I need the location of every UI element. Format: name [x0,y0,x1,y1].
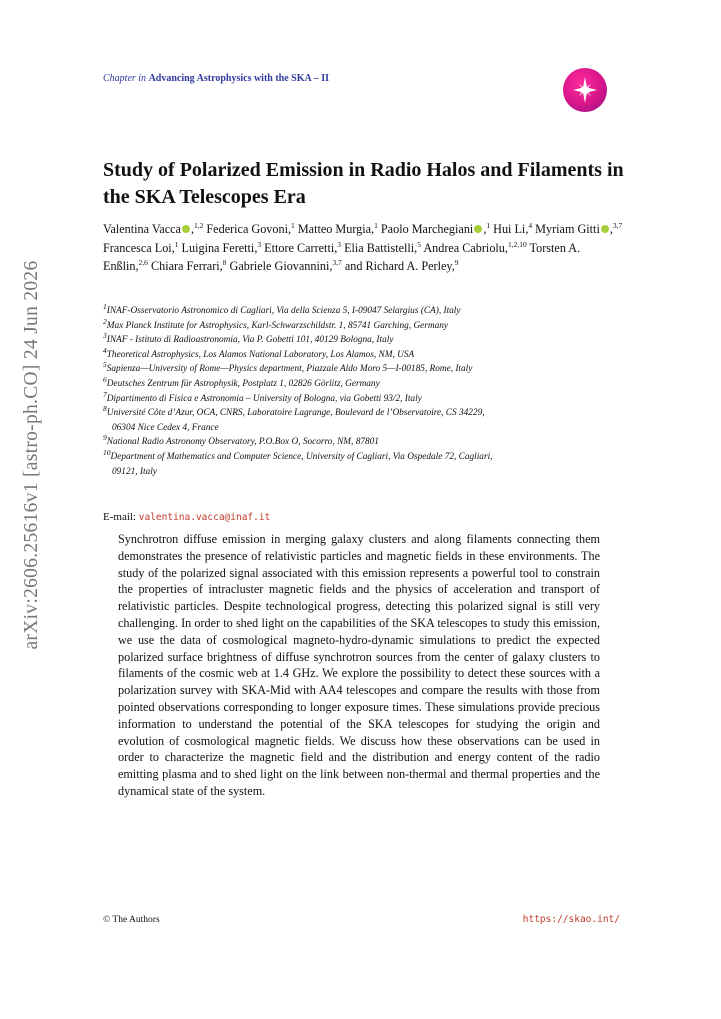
chapter-prefix: Chapter in [103,73,147,84]
author-name: Chiara Ferrari [150,259,220,273]
author-affiliation-marker: 2,6 [138,257,148,267]
email-link[interactable]: valentina.vacca@inaf.it [138,512,271,523]
author-affiliation-marker: 1,2,10 [507,239,527,249]
author-affiliation-marker: 1 [486,220,491,230]
affiliation-text: Max Planck Institute for Astrophysics, Karl-Schwarzschildstr. 1, 85741 Garching, Germany [106,320,449,331]
author-name: Hui Li [493,222,526,236]
affiliation-text: INAF - Istituto di Radioastronomia, Via P. Gobetti 101, 40129 Bologna, Italy [106,335,394,346]
affiliation-text: Deutsches Zentrum für Astrophysik, Postplatz 1, 02826 Görlitz, Germany [106,378,380,389]
author-affiliation-marker: 3,7 [332,257,342,267]
author-affiliation-marker: 1 [374,220,378,230]
author-list: Valentina Vacca ,$^{1,2}$ Federica Govoni,$^1$ Matteo Murgia,$^1$ Paolo Marchegiani ,$^1$ Hui Li,$^4$ Myriam Gitti ,$^{3,7}$ Francesca Loi,$^1$ Luigina Feretti,$^3$ Ettore Carretti,$^3$ Elia Battistelli,$^5$ Andrea Cabriolu,$^{1,2,10}$ Torsten A. Enßlin,$^{2,6}$ Chiara Ferrari,$^8$ Gabriele Giovannini,$^{3,7}$ and Richard A. Perley,$^9$ [103,220,623,273]
author: Ettore Carretti,$^3$ [264,239,342,255]
author: Gabriele Giovannini,$^{3,7}$ [229,257,342,273]
affiliation-number: 4 [103,345,107,355]
affiliation [103,447,623,479]
affiliation [103,316,623,334]
affiliation [103,345,623,363]
author-affiliation-marker: 3,7 [612,220,623,230]
affiliation-number: 10 [103,447,111,457]
author: Federica Govoni,$^1$ [206,220,295,236]
affiliation-number: 3 [103,331,107,341]
affiliation-text: Theoretical Astrophysics, Los Alamos National Laboratory, Los Alamos, NM, USA [106,349,415,360]
author-affiliation-marker: 1,2 [193,220,204,230]
arxiv-sidebar [14,260,50,650]
author: Francesca Loi,$^1$ [103,239,179,255]
author: Hui Li,$^4$ [493,220,533,236]
author-affiliation-marker: 3 [257,239,262,249]
author: Elia Battistelli,$^5$ [344,239,421,255]
affiliation-text: Sapienza—University of Rome—Physics department, Piazzale Aldo Moro 5—I-00185, Rome, Italy [106,364,473,375]
author-name: Valentina Vacca [103,222,181,236]
author-name: Francesca Loi [103,240,172,255]
affiliation-number: 8 [103,404,107,414]
copyright-notice: © The Authors [103,915,160,925]
author: Myriam Gitti ,$^{3,7}$ [535,220,623,236]
affiliation [103,406,623,435]
affiliation-number: 1 [103,301,107,311]
author-name: Ettore Carretti [264,240,335,255]
author-affiliation-marker: 1 [174,239,179,249]
author-name: Luigina Feretti [181,240,255,255]
affiliation [103,389,623,407]
author: Chiara Ferrari,$^8$ [150,257,227,273]
affiliation [103,333,623,348]
affiliation-number: 9 [103,433,107,443]
author-name: Gabriele Giovannini [229,259,330,273]
author: Paolo Marchegiani ,$^1$ [380,220,491,236]
author: Luigina Feretti,$^3$ [181,239,262,255]
affiliation-text: Dipartimento di Fisica e Astronomia – University of Bologna, via Gobetti 93/2, Italy [106,393,422,404]
affiliation-text: 09121, Italy [112,466,157,477]
author-affiliation-marker: 9 [454,257,459,267]
ska-url-link[interactable]: https://skao.int/ [522,914,620,925]
author: Richard A. Perley,$^9$ [365,257,459,273]
affiliation-number: 5 [103,360,107,370]
author-name: Myriam Gitti [535,222,600,236]
affiliation-text: 06304 Nice Cedex 4, France [112,422,219,433]
email-label: E-mail: [103,511,136,523]
author-affiliation-marker: 3 [337,239,342,249]
author-name: Matteo Murgia [297,222,372,236]
arxiv-identifier: arXiv:2606.25616v1 [astro-ph.CO] 24 Jun 2026 [21,260,42,650]
author-affiliation-marker: 8 [222,257,227,267]
affiliation-text: National Radio Astronomy Observatory, P.O.Box O, Socorro, NM, 87801 [106,437,379,448]
affiliation-text: Department of Mathematics and Computer Science, University of Cagliari, Via Ospedale 72, Cagliari, [110,451,493,462]
book-title: Advancing Astrophysics with the SKA – II [148,73,329,84]
author-affiliation-marker: 5 [417,239,421,249]
author-affiliation-marker: 1 [291,220,295,230]
abstract: Synchrotron diffuse emission in merging galaxy clusters and along filaments connecting them demonstrates the presence of relativistic particles and magnetic fields in these environments. The study of the polarized signal associated with this emission represents a powerful tool to constrain the properties of intracluster magnetic fields and the physics of acceleration and transport of relativistic particles. Despite technological progress, detecting this polarized signal is still very challenging. In order to shed light on the capabilities of the SKA telescopes to study this emission, we use the data of cosmological magneto-hydro-dynamic simulations to predict the expected polarized surface brightness of diffuse synchrotron sources from the center of galaxy clusters to filaments of the cosmic web at 1.4 GHz. We explore the possibility to detect these sources with a polarization survey with SKA-Mid with AA4 telescopes and compare the results with those from pointed observations corresponding to longer exposure times. These simulations provide precious information to understand the potential of the SKA telescopes for studying the origin and evolution of cosmological magnetic fields. We discuss how these observations can be used in order to characterize the magnetic field and the distribution and energy content of the radio emitting plasma and to shed light on the link between non-thermal and thermal properties and the dynamical state of the system. [118,532,600,798]
orcid-icon[interactable] [474,225,482,233]
author-affiliation-marker: 4 [528,220,533,230]
author: Torsten A. Enßlin,$^{2,6}$ [103,240,581,273]
author-name: Federica Govoni [206,222,288,236]
chapter-header [103,73,329,84]
author-name: Paolo Marchegiani [380,222,474,236]
author-name: Torsten A. Enßlin [103,240,581,273]
orcid-icon[interactable] [182,225,190,233]
author-name: Richard A. Perley [365,259,452,273]
paper-title: Study of Polarized Emission in Radio Halos and Filaments in the SKA Telescopes Era [103,159,624,208]
author-name: Elia Battistelli [344,240,415,255]
ska-star-logo [563,68,607,112]
affiliation [103,301,623,319]
affiliation-list [103,301,623,479]
author: Valentina Vacca ,$^{1,2}$ [103,220,204,236]
author: Matteo Murgia,$^1$ [297,220,378,236]
affiliation [103,374,623,392]
affiliation [103,435,623,450]
author: Andrea Cabriolu,$^{1,2,10}$ [423,239,527,255]
affiliation-number: 7 [103,389,107,399]
affiliation-number: 2 [103,316,107,326]
affiliation-text: Université Côte d’Azur, OCA, CNRS, Laboratoire Lagrange, Boulevard de l’Observatoire, CS 34229, [106,408,485,419]
author-name: Andrea Cabriolu [423,240,505,255]
email-line [103,511,270,523]
orcid-icon[interactable] [601,225,609,233]
affiliation-number: 6 [103,374,107,384]
affiliation-text: INAF-Osservatorio Astronomico di Cagliari, Via della Scienza 5, I-09047 Selargius (CA), Italy [106,306,461,316]
affiliation [103,362,623,377]
